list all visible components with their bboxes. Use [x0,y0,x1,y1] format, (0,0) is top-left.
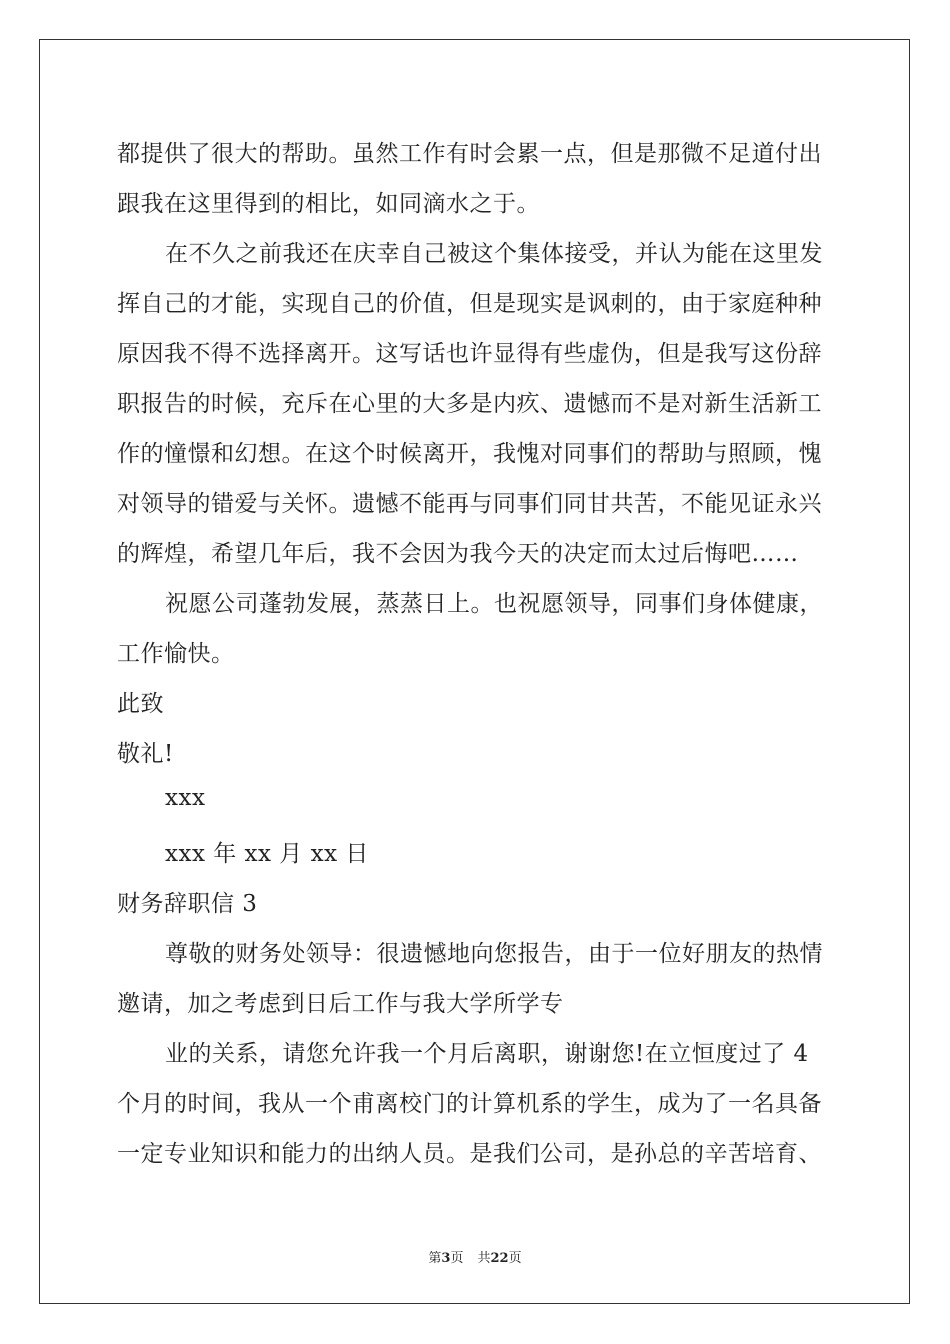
text-line: 工作愉快。 [117,641,235,667]
closing-salutation: 此致 [117,691,164,717]
text-line: 个月的时间，我从一个甫离校门的计算机系的学生，成为了一名具备 [117,1091,822,1117]
text-line: 都提供了很大的帮助。虽然工作有时会累一点，但是那微不足道付出 [117,141,822,167]
page-current: 3 [441,1251,451,1266]
text-line: 业的关系，请您允许我一个月后离职，谢谢您!在立恒度过了 4 [165,1041,809,1067]
text-line: 在不久之前我还在庆幸自己被这个集体接受，并认为能在这里发 [165,241,823,267]
total-suffix: 页 [508,1251,522,1266]
total-prefix: 共 [477,1251,491,1266]
text-line: 祝愿公司蓬勃发展，蒸蒸日上。也祝愿领导，同事们身体健康， [165,591,823,617]
text-line: 对领导的错爱与关怀。遗憾不能再与同事们同甘共苦，不能见证永兴 [117,491,822,517]
page-footer [0,1247,950,1266]
page-prefix: 第 [428,1251,442,1266]
text-line: 尊敬的财务处领导：很遗憾地向您报告，由于一位好朋友的热情 [165,941,823,967]
text-line: 跟我在这里得到的相比，如同滴水之于。 [117,191,540,217]
section-heading: 财务辞职信 3 [117,891,258,917]
closing-respect: 敬礼! [117,741,174,767]
text-line: 原因我不得不选择离开。这写话也许显得有些虚伪，但是我写这份辞 [117,341,822,367]
text-line: 作的憧憬和幻想。在这个时候离开，我愧对同事们的帮助与照顾，愧 [117,441,822,467]
page-suffix: 页 [450,1251,464,1266]
text-line: 职报告的时候，充斥在心里的大多是内疚、遗憾而不是对新生活新工 [117,391,822,417]
signature-name: xxx [165,785,206,811]
signature-date: xxx 年 xx 月 xx 日 [165,841,369,867]
text-line: 挥自己的才能，实现自己的价值，但是现实是讽刺的，由于家庭种种 [117,291,822,317]
text-line: 的辉煌，希望几年后，我不会因为我今天的决定而太过后悔吧…… [117,541,799,567]
total-pages: 22 [490,1251,509,1266]
text-line: 邀请，加之考虑到日后工作与我大学所学专 [117,991,564,1017]
text-line: 一定专业知识和能力的出纳人员。是我们公司，是孙总的辛苦培育、 [117,1141,822,1167]
